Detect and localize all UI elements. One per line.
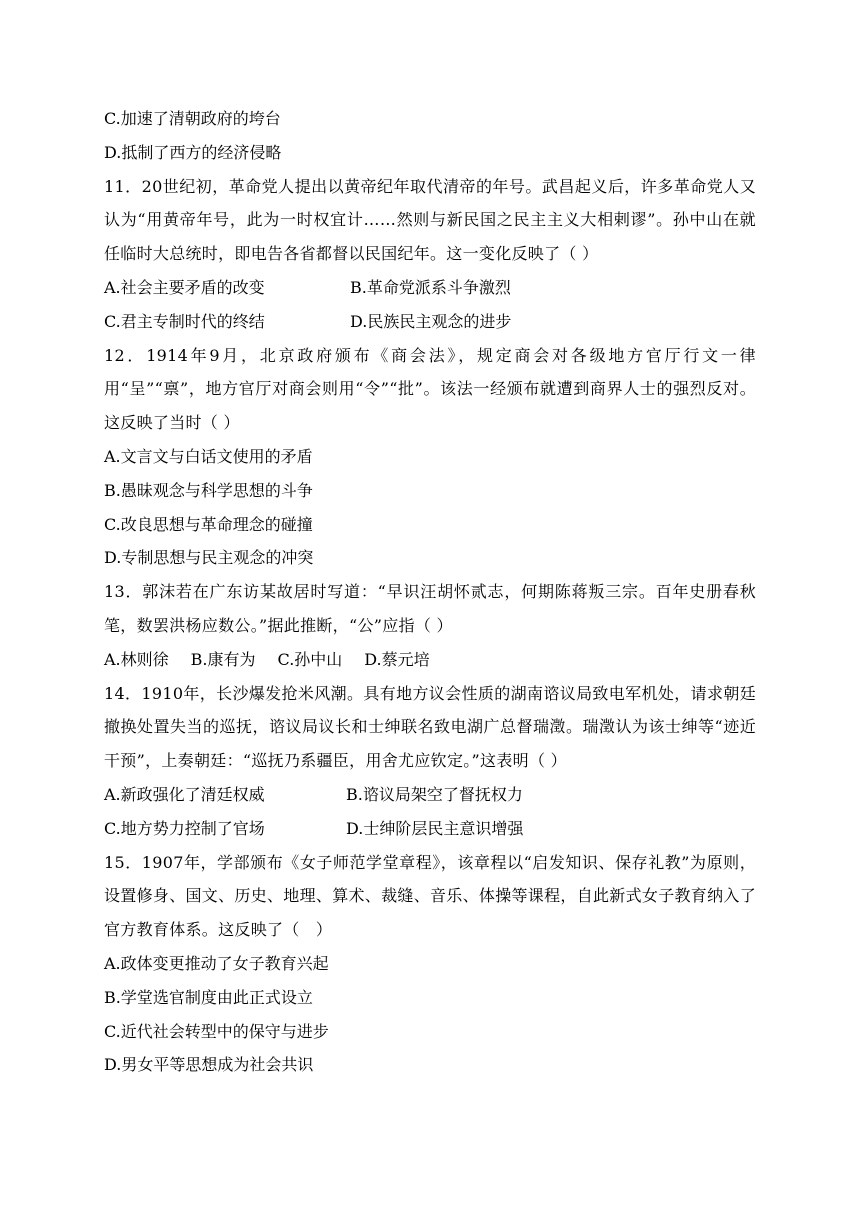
option-a: A.文言文与白话文使用的矛盾 [104,446,313,466]
question-stem: 15．1907年，学部颁布《女子师范学堂章程》，该章程以“启发知识、保存礼教”为原则，设置修身、国文、历史、地理、算术、裁缝、音乐、体操等课程，自此新式女子教育纳入了官方教育体系。这反映了（ ） [104,852,757,940]
option-b: B.谘议局架空了督抚权力 [346,784,523,804]
option-d: D.民族民主观念的进步 [350,311,512,331]
option-b: B.革命党派系斗争激烈 [350,277,511,297]
option-d: D.士绅阶层民主意识增强 [346,818,524,838]
option-row [104,271,756,305]
option-row [104,778,756,812]
option-row [104,305,756,339]
question-15 [104,846,756,1083]
option-c: C.孙中山 [277,649,343,669]
option-d: D.蔡元培 [364,649,430,669]
exam-page [104,102,756,1082]
option-c: C.地方势力控制了官场 [104,818,265,838]
option-c: C.改良思想与革命理念的碰撞 [104,514,313,534]
question-stem: 14．1910年，长沙爆发抢米风潮。具有地方议会性质的湖南谘议局致电军机处，请求朝廷撤换处置失当的巡抚，谘议局议长和士绅联名致电湖广总督瑞澂。瑞澂认为该士绅等“迹近干预”，上奏朝廷：“巡抚乃系疆臣，用舍尤应钦定。”这表明（ ） [104,683,756,771]
question-12 [104,339,756,576]
option-c: C.加速了清朝政府的垮台 [104,109,281,128]
option-b: B.学堂选官制度由此正式设立 [104,987,313,1007]
option-a: A.社会主要矛盾的改变 [104,277,265,297]
question-10-options [104,102,756,170]
option-b: B.康有为 [190,649,256,669]
option-d: D.抵制了西方的经济侵略 [104,142,282,162]
option-d: D.男女平等思想成为社会共识 [104,1055,314,1075]
question-stem: 13．郭沫若在广东访某故居时写道：“早识汪胡怀贰志，何期陈蒋叛三宗。百年史册春秋笔，数罢洪杨应数公。”据此推断，“公”应指（ ） [104,582,756,635]
option-a: A.政体变更推动了女子教育兴起 [104,953,329,973]
option-c: C.君主专制时代的终结 [104,311,265,331]
option-row [104,643,756,677]
question-13 [104,575,756,676]
question-11 [104,170,756,339]
question-stem: 12．1914年9月，北京政府颁布《商会法》，规定商会对各级地方官厅行文一律用“呈”“禀”，地方官厅对商会则用“令”“批”。该法一经颁布就遭到商界人士的强烈反对。这反映了当时（ ） [104,345,756,433]
option-d: D.专制思想与民主观念的冲突 [104,548,314,568]
option-b: B.愚昧观念与科学思想的斗争 [104,480,313,500]
option-a: A.林则徐 [104,649,169,669]
question-stem: 11．20世纪初，革命党人提出以黄帝纪年取代清帝的年号。武昌起义后，许多革命党人又认为“用黄帝年号，此为一时权宜计……然则与新民国之民主主义大相剌谬”。孙中山在就任临时大总统时，即电告各省都督以民国纪年。这一变化反映了（ ） [104,176,756,264]
option-c: C.近代社会转型中的保守与进步 [104,1021,329,1041]
option-a: A.新政强化了清廷权威 [104,784,265,804]
question-14 [104,677,756,846]
option-row [104,812,756,846]
